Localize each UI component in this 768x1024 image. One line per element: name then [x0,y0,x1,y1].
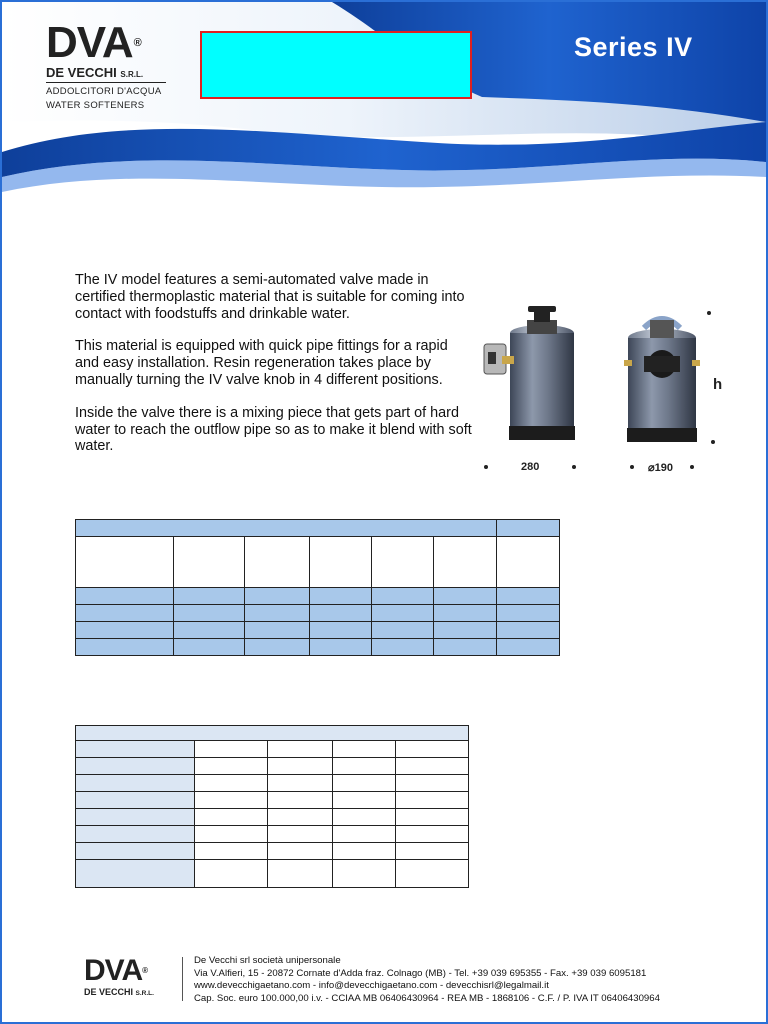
table-header-cell [76,520,497,537]
diameter-dot-left [630,465,634,469]
table-cell [195,741,268,758]
table-label-cell [76,792,195,809]
description-paragraph-2: This material is equipped with quick pipe fittings for a rapid and easy installation. Resin regeneration takes place by manually turning the IV valve knob in 4 different positions. [75,338,448,388]
table-cell [195,843,268,860]
table-cell [195,758,268,775]
side-view-tank [484,306,575,440]
table-cell [497,588,560,605]
footer-logo-mark: DVA [84,954,143,987]
table-cell [497,639,560,656]
table-cell [333,843,396,860]
description-paragraph-1: The IV model features a semi-automated valve made in certified thermoplastic material that is suitable for coming into contact with foodstuffs and drinkable water. [75,272,465,322]
table-cell [174,537,245,588]
dimension-dot-bottom [711,440,715,444]
table-cell [371,537,433,588]
table-cell [396,792,469,809]
table-cell [309,588,371,605]
model-highlight-box [200,31,472,99]
logo-registered-mark: ® [133,37,141,49]
table-header-cell [497,520,560,537]
table-cell [497,537,560,588]
logo-company-name: DE VECCHI [46,65,117,80]
table-cell [174,588,245,605]
table-cell [195,775,268,792]
table-label-cell [76,826,195,843]
table-cell [268,860,333,888]
table-label-cell [76,809,195,826]
table-cell [371,588,433,605]
table-cell [371,605,433,622]
table-cell [268,809,333,826]
table-cell [174,639,245,656]
footer-line-company: De Vecchi srl società unipersonale [194,955,341,966]
width-dot-left [484,465,488,469]
product-description [75,272,475,471]
footer-logo-registered-mark: ® [142,966,148,975]
table-cell [76,605,174,622]
table-cell [371,622,433,639]
diameter-dot-right [690,465,694,469]
technical-data-table [75,725,469,888]
table-label-cell [76,843,195,860]
table-row [76,843,469,860]
footer-divider [182,957,183,1001]
table-cell [433,588,496,605]
logo-company-suffix: S.R.L. [120,70,144,79]
table-cell [76,622,174,639]
specifications-table [75,519,560,656]
footer-line-web: www.devecchigaetano.com - info@devecchigaetano.com - devecchisrl@legalmail.it [194,980,549,992]
table-cell [195,860,268,888]
footer-line-address: Via V.Alfieri, 15 - 20872 Cornate d'Adda fraz. Colnago (MB) - Tel. +39 039 695355 - Fax. +39 039 6095181 [194,967,647,979]
table-cell [433,639,496,656]
table-cell [396,758,469,775]
table-cell [333,758,396,775]
table-cell [268,792,333,809]
footer-logo [84,956,154,997]
table-cell [333,741,396,758]
table-row [76,826,469,843]
table-cell [245,537,309,588]
table-cell [174,622,245,639]
series-title: Series IV [574,32,693,62]
table-label-cell [76,860,195,888]
table-row [76,775,469,792]
table-cell [268,826,333,843]
table-cell [245,588,309,605]
table-cell [433,605,496,622]
table-subheader-row [76,537,560,588]
table-label-cell [76,741,195,758]
table-cell [371,639,433,656]
table-header-row [76,520,560,537]
height-dimension-label: h [713,376,723,393]
table-label-cell [76,758,195,775]
table-cell [309,605,371,622]
table-row [76,758,469,775]
table-label-cell [76,775,195,792]
front-view-tank [624,319,700,442]
table-cell [268,843,333,860]
table-row [76,622,560,639]
table-cell [195,792,268,809]
water-softener-illustration [472,298,732,483]
table-cell [309,622,371,639]
table-cell [333,775,396,792]
logo-mark: DVA [46,18,133,67]
table-cell [76,537,174,588]
table-header-cell [76,726,469,741]
table-cell [396,843,469,860]
table-cell [195,809,268,826]
table-cell [268,775,333,792]
table-row [76,605,560,622]
table-cell [245,622,309,639]
table-row [76,639,560,656]
table-cell [195,826,268,843]
footer-company-name: DE VECCHI [84,987,134,997]
table-cell [333,826,396,843]
footer-company-suffix: S.R.L. [135,990,154,997]
table-row [76,588,560,605]
table-cell [396,860,469,888]
table-cell [268,758,333,775]
table-cell [76,639,174,656]
description-paragraph-3: Inside the valve there is a mixing piece that gets part of hard water to reach the outflow pipe so as to make it blend with soft water. [75,404,472,455]
table-cell [333,860,396,888]
table-row [76,809,469,826]
table-cell [174,605,245,622]
width-dot-right [572,465,576,469]
table-cell [333,792,396,809]
table-cell [76,588,174,605]
logo-tagline-2: WATER SOFTENERS [46,100,145,111]
table-cell [497,605,560,622]
table-cell [309,537,371,588]
footer-line-registry: Cap. Soc. euro 100.000,00 i.v. - CCIAA MB 06406430964 - REA MB - 1868106 - C.F. / P. IVA IT 06406430964 [194,992,660,1004]
dimension-dot-top [707,311,711,315]
table-cell [333,809,396,826]
logo-tagline-1: ADDOLCITORI D'ACQUA [46,86,162,97]
table-cell [396,809,469,826]
table-cell [396,741,469,758]
table-row [76,792,469,809]
table-cell [268,741,333,758]
width-dimension-label: 280 [521,461,540,473]
table-cell [245,639,309,656]
company-logo [46,18,166,111]
table-header-row [76,726,469,741]
table-cell [396,775,469,792]
table-row [76,860,469,888]
table-cell [433,622,496,639]
diameter-dimension-label: ⌀190 [648,462,673,474]
table-cell [497,622,560,639]
footer-company-info [194,955,660,1005]
table-row [76,741,469,758]
table-cell [309,639,371,656]
table-cell [396,826,469,843]
table-cell [433,537,496,588]
table-cell [245,605,309,622]
